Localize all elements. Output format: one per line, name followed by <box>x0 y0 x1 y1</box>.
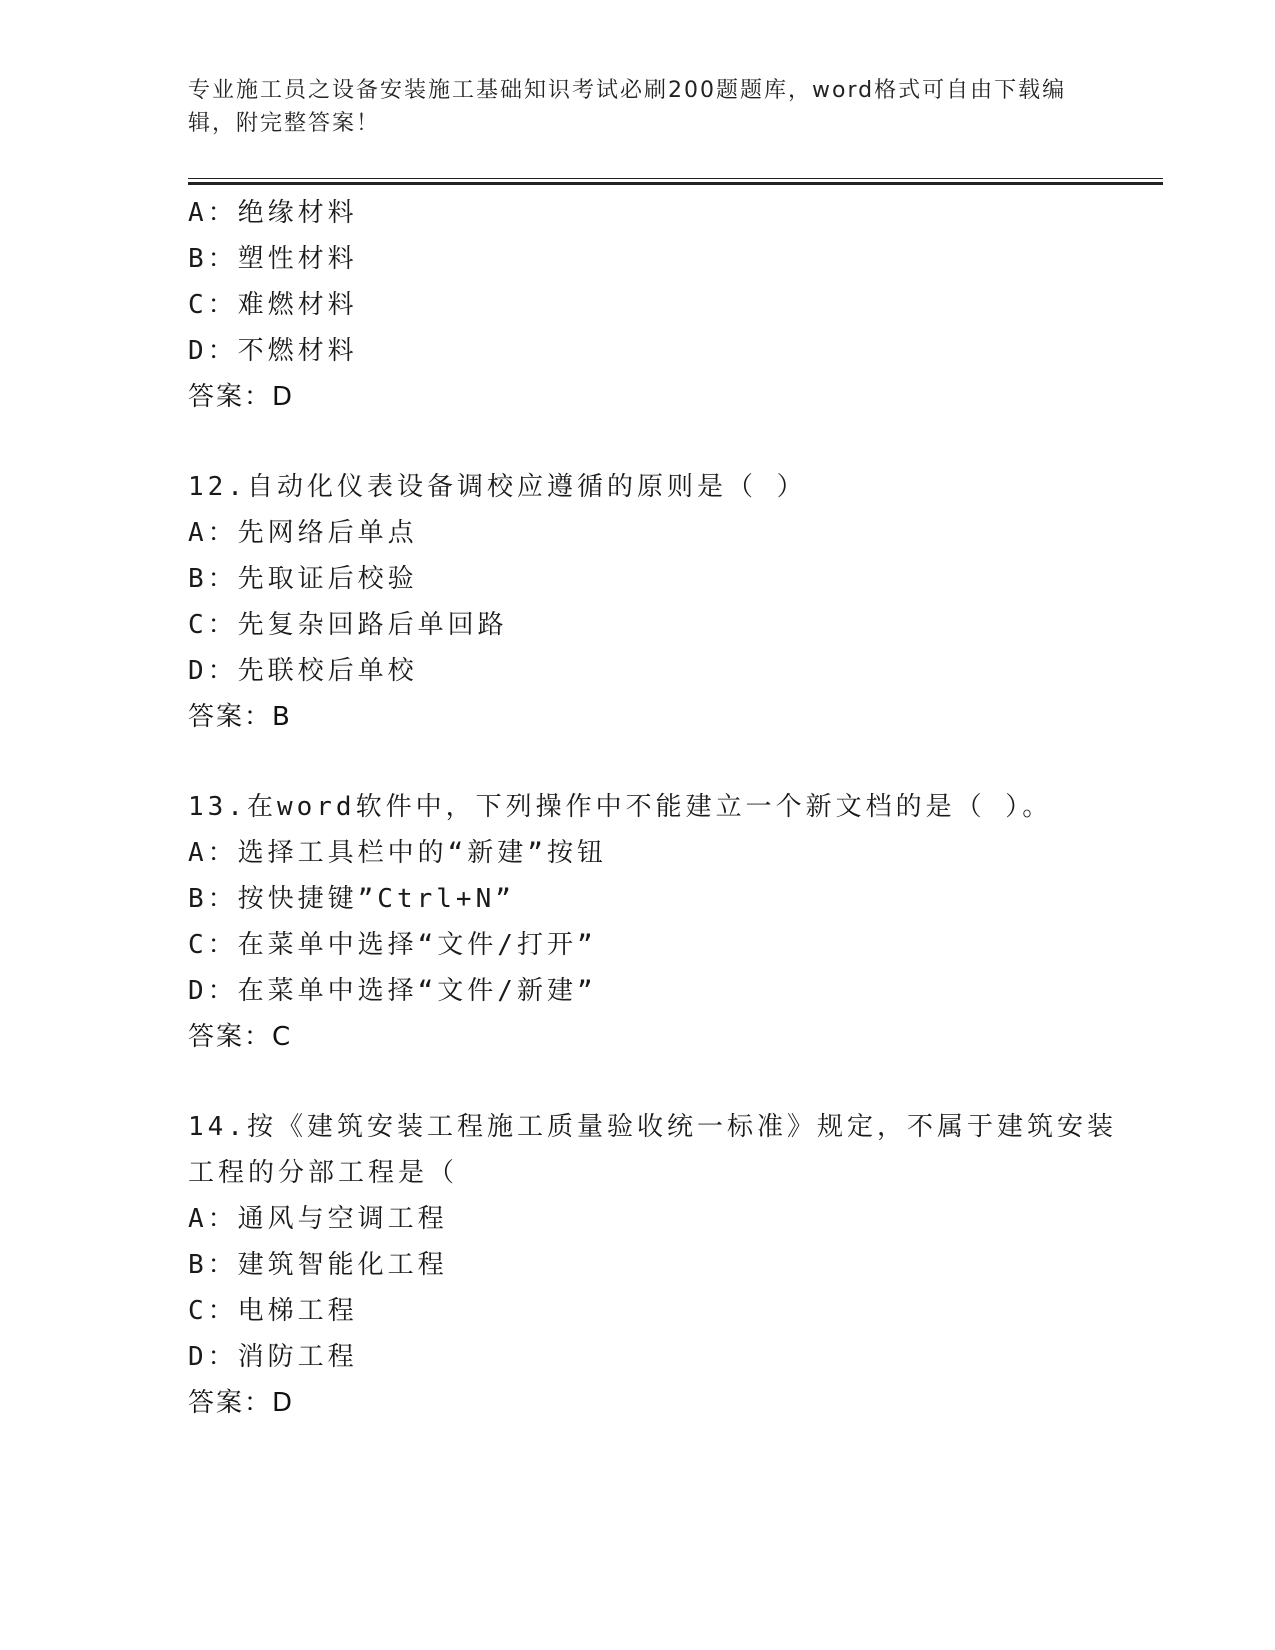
question-13 <box>188 784 1088 1060</box>
question-text: 12.自动化仪表设备调校应遵循的原则是（ ） <box>188 472 807 502</box>
option-c: C：电梯工程 <box>188 1296 358 1326</box>
option-d: D：消防工程 <box>188 1342 358 1372</box>
option-a: A：先网络后单点 <box>188 518 418 548</box>
spacer <box>188 420 1088 464</box>
answer: 答案：B <box>188 702 292 732</box>
question-text-line-1: 14.按《建筑安装工程施工质量验收统一标准》规定，不属于建筑安装 <box>188 1112 1117 1142</box>
header-divider-thin <box>188 178 1163 179</box>
header-divider-thick <box>188 182 1163 185</box>
option-b: B：先取证后校验 <box>188 564 418 594</box>
question-11 <box>188 190 1088 420</box>
spacer <box>188 1060 1088 1104</box>
option-d: D：在菜单中选择“文件/新建” <box>188 976 597 1006</box>
document-header: 专业施工员之设备安装施工基础知识考试必刷200题题库，word格式可自由下载编辑，附完整答案！ <box>188 78 1067 136</box>
question-text: 13.在word软件中，下列操作中不能建立一个新文档的是（ ）。 <box>188 792 1053 822</box>
question-text-line-2: 工程的分部工程是（ <box>188 1158 459 1188</box>
option-a: A：绝缘材料 <box>188 198 358 228</box>
option-d: D：先联校后单校 <box>188 656 418 686</box>
answer: 答案：D <box>188 1388 295 1418</box>
spacer <box>188 740 1088 784</box>
question-14 <box>188 1104 1117 1426</box>
option-b: B：按快捷键”Ctrl+N” <box>188 884 515 914</box>
question-12 <box>188 464 1088 740</box>
question-list <box>188 190 1117 1426</box>
answer: 答案：C <box>188 1022 293 1052</box>
option-c: C：难燃材料 <box>188 290 358 320</box>
option-a: A：通风与空调工程 <box>188 1204 448 1234</box>
option-c: C：在菜单中选择“文件/打开” <box>188 930 597 960</box>
option-b: B：塑性材料 <box>188 244 358 274</box>
answer: 答案：D <box>188 382 295 412</box>
option-d: D：不燃材料 <box>188 336 358 366</box>
option-c: C：先复杂回路后单回路 <box>188 610 508 640</box>
option-b: B：建筑智能化工程 <box>188 1250 448 1280</box>
option-a: A：选择工具栏中的“新建”按钮 <box>188 838 607 868</box>
